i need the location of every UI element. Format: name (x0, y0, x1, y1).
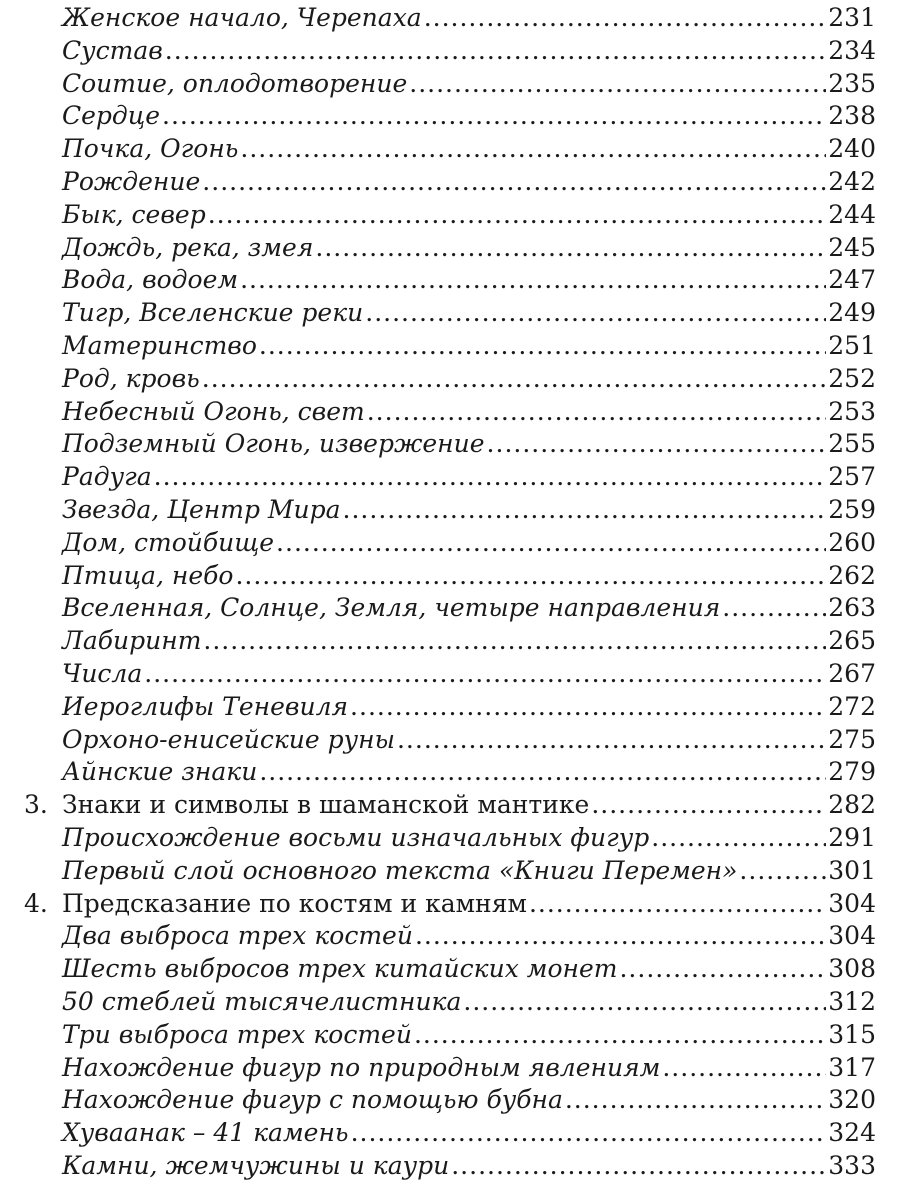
dot-leader (487, 428, 827, 461)
toc-entry-page: 291 (828, 822, 876, 852)
dot-leader (202, 166, 826, 199)
toc-entry-page: 234 (828, 35, 876, 65)
toc-entry (24, 691, 876, 724)
toc-entry-page: 312 (828, 986, 876, 1016)
toc-entry (24, 494, 876, 527)
toc-entry-page: 262 (828, 560, 876, 590)
dot-leader (162, 100, 826, 133)
toc-entry (24, 592, 876, 625)
toc-entry (24, 166, 876, 199)
toc-entry-title: Небесный Огонь, свет (62, 396, 365, 426)
dot-leader (203, 625, 826, 658)
toc-entry (24, 133, 876, 166)
dot-leader (343, 494, 827, 527)
dot-leader (235, 560, 826, 593)
toc-entry-page: 263 (828, 593, 876, 623)
toc-entry-page: 320 (828, 1085, 876, 1115)
toc-entry (24, 920, 876, 953)
toc-entry-title: Шесть выбросов трех китайских монет (62, 954, 618, 984)
dot-leader (315, 232, 826, 265)
toc-entry-page: 235 (828, 68, 876, 98)
toc-entry (24, 560, 876, 593)
toc-entry-title: Дождь, река, змея (62, 232, 314, 262)
toc-entry (24, 756, 876, 789)
toc-entry-page: 251 (828, 330, 876, 360)
toc-entry (24, 855, 876, 888)
toc-entry-title: Сердце (62, 101, 161, 131)
toc-entry-title: Иероглифы Теневиля (62, 691, 349, 721)
dot-leader (351, 1117, 827, 1150)
dot-leader (154, 461, 827, 494)
toc-entry-title: Числа (62, 658, 143, 688)
toc-entry-title: 50 стеблей тысячелистника (62, 986, 462, 1016)
toc-entry-title: Предсказание по костям и камням (62, 888, 527, 918)
toc-entry-number: 3. (24, 790, 48, 820)
toc-entry (24, 888, 876, 921)
toc-entry (24, 1117, 876, 1150)
toc-entry-title: Вселенная, Солнце, Земля, четыре направления (62, 593, 721, 623)
toc-entry (24, 724, 876, 757)
toc-entry-title: Знаки и символы в шаманской мантике (62, 790, 590, 820)
dot-leader (424, 2, 827, 35)
toc-entry (24, 330, 876, 363)
toc-entry-title: Два выброса трех костей (62, 921, 413, 951)
dot-leader (259, 756, 826, 789)
dot-leader (276, 527, 826, 560)
toc-entry (24, 232, 876, 265)
dot-leader (259, 330, 826, 363)
toc-entry-page: 317 (828, 1052, 876, 1082)
toc-entry-title: Тигр, Вселенские реки (62, 298, 364, 328)
toc-entry-page: 324 (828, 1118, 876, 1148)
toc-entry-title: Бык, север (62, 199, 206, 229)
dot-leader (722, 592, 826, 625)
toc-entry (24, 1150, 876, 1183)
toc-entry-page: 315 (828, 1019, 876, 1049)
toc-entry (24, 2, 876, 35)
dot-leader (415, 920, 826, 953)
dot-leader (529, 888, 826, 921)
toc-entry-page: 265 (828, 626, 876, 656)
dot-leader (397, 724, 826, 757)
toc-entry-page: 231 (828, 3, 876, 32)
toc-entry-page: 304 (828, 921, 876, 951)
toc-entry-title: Айнские знаки (62, 757, 258, 787)
toc-entry-title: Дом, стойбище (62, 527, 275, 557)
dot-leader (651, 822, 826, 855)
toc-entry-page: 272 (828, 691, 876, 721)
toc-entry-title: Сустав (62, 35, 163, 65)
toc-entry (24, 1052, 876, 1085)
toc-entry-page: 253 (828, 396, 876, 426)
toc-entry-page: 275 (828, 724, 876, 754)
dot-leader (414, 1019, 826, 1052)
toc-entry-title: Три выброса трех костей (62, 1019, 412, 1049)
toc-entry-page: 267 (828, 658, 876, 688)
toc-entry-number: 4. (24, 888, 48, 918)
toc-entry-page: 301 (828, 855, 876, 885)
toc-entry-page: 308 (828, 954, 876, 984)
toc-entry (24, 625, 876, 658)
toc-entry (24, 527, 876, 560)
dot-leader (240, 264, 826, 297)
toc-entry-title: Птица, небо (62, 560, 234, 590)
dot-leader (451, 1150, 826, 1183)
dot-leader (365, 297, 826, 330)
toc-entry-title: Род, кровь (62, 363, 200, 393)
toc-entry-title: Почка, Огонь (62, 134, 239, 164)
dot-leader (240, 133, 826, 166)
toc-entry-title: Орхоно-енисейские руны (62, 724, 395, 754)
toc-entry-title: Звезда, Центр Мира (62, 494, 341, 524)
toc-entry (24, 789, 876, 822)
toc-entry-title: Лабиринт (62, 626, 202, 656)
dot-leader (208, 199, 827, 232)
toc-entry (24, 461, 876, 494)
toc-entry (24, 199, 876, 232)
toc-entry-page: 304 (828, 888, 876, 918)
toc-entry (24, 35, 876, 68)
toc-entry-title: Происхождение восьми изначальных фигур (62, 822, 650, 852)
toc-entry (24, 658, 876, 691)
toc-entry (24, 68, 876, 101)
toc-entry (24, 428, 876, 461)
toc-entry (24, 363, 876, 396)
dot-leader (463, 986, 826, 1019)
toc-entry-title: Рождение (62, 166, 201, 196)
toc-entry-page: 249 (828, 298, 876, 328)
toc-entry-title: Соитие, оплодотворение (62, 68, 408, 98)
toc-entry-page: 252 (828, 363, 876, 393)
toc-entry-page: 242 (828, 166, 876, 196)
toc-entry-title: Камни, жемчужины и каури (62, 1150, 450, 1180)
toc-entry-page: 238 (828, 101, 876, 131)
toc-entry (24, 396, 876, 429)
toc-entry-title: Вода, водоем (62, 265, 239, 295)
toc-entry-page: 240 (828, 134, 876, 164)
dot-leader (350, 691, 826, 724)
toc-entry-title: Хуваанак – 41 камень (62, 1118, 349, 1148)
toc-entry (24, 953, 876, 986)
toc-entry-page: 259 (828, 494, 876, 524)
toc-entry (24, 822, 876, 855)
toc-entry-page: 282 (828, 790, 876, 820)
toc-entry-title: Материнство (62, 330, 257, 360)
dot-leader (619, 953, 826, 986)
toc-entry-page: 260 (828, 527, 876, 557)
toc-entry-page: 333 (828, 1150, 876, 1180)
dot-leader (144, 658, 826, 691)
toc-entry-title: Нахождение фигур по природным явлениям (62, 1052, 661, 1082)
toc-entry-title: Женское начало, Черепаха (62, 3, 422, 32)
toc-entry-page: 245 (828, 232, 876, 262)
toc-entry (24, 1019, 876, 1052)
dot-leader (202, 363, 827, 396)
toc-entry (24, 100, 876, 133)
dot-leader (739, 855, 826, 888)
dot-leader (367, 396, 827, 429)
toc-entry (24, 297, 876, 330)
toc-entry (24, 1084, 876, 1117)
toc-entry-title: Подземный Огонь, извержение (62, 429, 485, 459)
dot-leader (591, 789, 826, 822)
toc-entry-page: 255 (828, 429, 876, 459)
table-of-contents (24, 2, 876, 1183)
dot-leader (409, 68, 826, 101)
toc-entry-page: 247 (828, 265, 876, 295)
toc-entry (24, 986, 876, 1019)
toc-entry-title: Нахождение фигур с помощью бубна (62, 1085, 563, 1115)
toc-entry-page: 279 (828, 757, 876, 787)
toc-entry-title: Первый слой основного текста «Книги Перемен» (62, 855, 738, 885)
dot-leader (662, 1052, 826, 1085)
toc-entry-page: 257 (828, 462, 876, 492)
toc-entry-title: Радуга (62, 462, 152, 492)
dot-leader (165, 35, 826, 68)
dot-leader (565, 1084, 826, 1117)
toc-entry (24, 264, 876, 297)
toc-entry-page: 244 (828, 199, 876, 229)
